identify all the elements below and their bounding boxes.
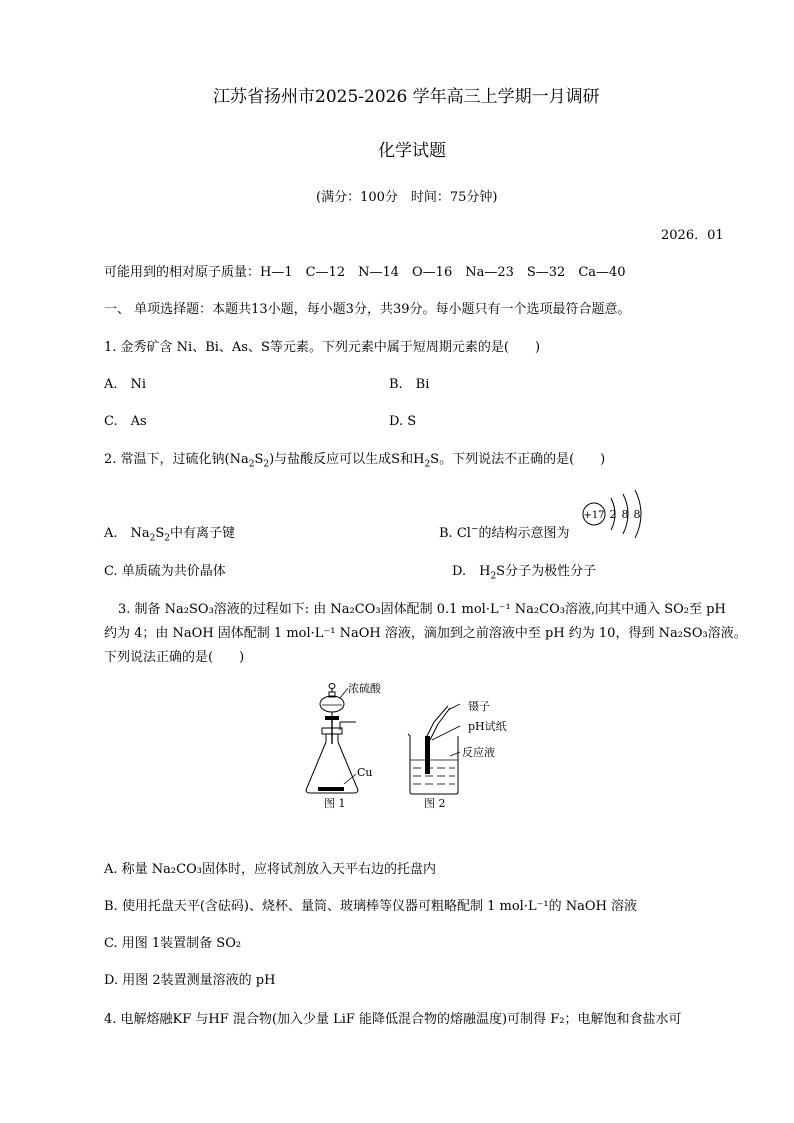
q2-stem: 2. 常温下，过硫化钠$(Na_2S_2)$与盐酸反应可以生成S和$H_2S$。下列说法不正确的是( ) xyxy=(104,452,606,470)
q3-stem-line-3: 下列说法正确的是( ) xyxy=(104,650,245,665)
q2-option-c[interactable]: C. 单质硫为共价晶体 xyxy=(104,564,226,579)
q3-option-b[interactable]: B. 使用托盘天平(含砝码)、烧杯、量筒、玻璃棒等仪器可粗略配制 1 mol·L⁻¹的 NaOH 溶液 xyxy=(104,899,638,914)
q3-option-c[interactable]: C. 用图 1装置制备 SO₂ xyxy=(104,936,242,951)
shell-3-count: 8 xyxy=(633,508,641,521)
q2-option-a[interactable]: A. $Na_2S_2$中有离子键 xyxy=(104,526,236,544)
q1-option-b[interactable]: B. Bi xyxy=(389,377,430,392)
exam-date: 2026．01 xyxy=(661,228,724,243)
q3-stem-line-2: 约为 4；由 NaOH 固体配制 1 mol·L⁻¹ NaOH 溶液，滴加到之前溶液中至 pH 约为 10，得到 Na₂SO₃溶液。 xyxy=(104,626,747,641)
nucleus-charge: +17 xyxy=(583,510,605,521)
exam-title: 江苏省扬州市2025-2026 学年高三上学期一月调研 xyxy=(213,87,600,107)
label-ph-paper: pH试纸 xyxy=(468,720,507,733)
q1-stem: 1. 金秀矿含 Ni、Bi、As、S等元素。下列元素中属于短周期元素的是( ) xyxy=(104,340,541,355)
figure-1-caption: 图 1 xyxy=(324,797,346,810)
q3-option-a[interactable]: A. 称量 Na₂CO₃固体时，应将试剂放入天平右边的托盘内 xyxy=(104,862,436,877)
label-concentrated-acid: 浓硫酸 xyxy=(348,682,381,695)
label-reaction-liquid: 反应液 xyxy=(462,746,495,759)
chloride-ion-structure-diagram xyxy=(578,484,658,544)
q1-option-d[interactable]: D. S xyxy=(389,414,417,429)
q3-figures xyxy=(300,676,520,816)
atomic-masses: 可能用到的相对原子质量：H—1 C—12 N—14 O—16 Na—23 S—32 Ca—40 xyxy=(104,265,626,280)
shell-2-count: 8 xyxy=(621,508,629,521)
score-time: (满分：100分 时间：75分钟) xyxy=(316,190,498,205)
q3-option-d[interactable]: D. 用图 2装置测量溶液的 pH xyxy=(104,973,276,988)
q3-stem-line-1: 3. 制备 Na₂SO₃溶液的过程如下: 由 Na₂CO₃固体配制 0.1 mol·L⁻¹ Na₂CO₃溶液,向其中通入 SO₂至 pH xyxy=(118,602,726,617)
figure-2-apparatus xyxy=(408,704,460,794)
q1-option-a[interactable]: A. Ni xyxy=(104,377,147,392)
q4-stem-line-1: 4. 电解熔融KF 与HF 混合物(加入少量 LiF 能降低混合物的熔融温度)可制得 F₂；电解饱和食盐水可 xyxy=(104,1012,682,1027)
label-tweezers: 镊子 xyxy=(468,700,490,713)
figure-1-apparatus xyxy=(306,684,358,794)
label-copper: Cu xyxy=(357,766,373,779)
section-heading: 一、 单项选择题：本题共13小题，每小题3分，共39分。每小题只有一个选项最符合题意。 xyxy=(104,302,631,317)
q2-option-d[interactable]: D. $H_2S$分子为极性分子 xyxy=(452,564,597,582)
exam-subject: 化学试题 xyxy=(378,141,446,161)
q1-option-c[interactable]: C. As xyxy=(104,414,147,429)
shell-1-count: 2 xyxy=(609,508,617,521)
figure-2-caption: 图 2 xyxy=(424,797,446,810)
q2-option-b[interactable]: B. Cl−的结构示意图为 xyxy=(439,524,570,541)
